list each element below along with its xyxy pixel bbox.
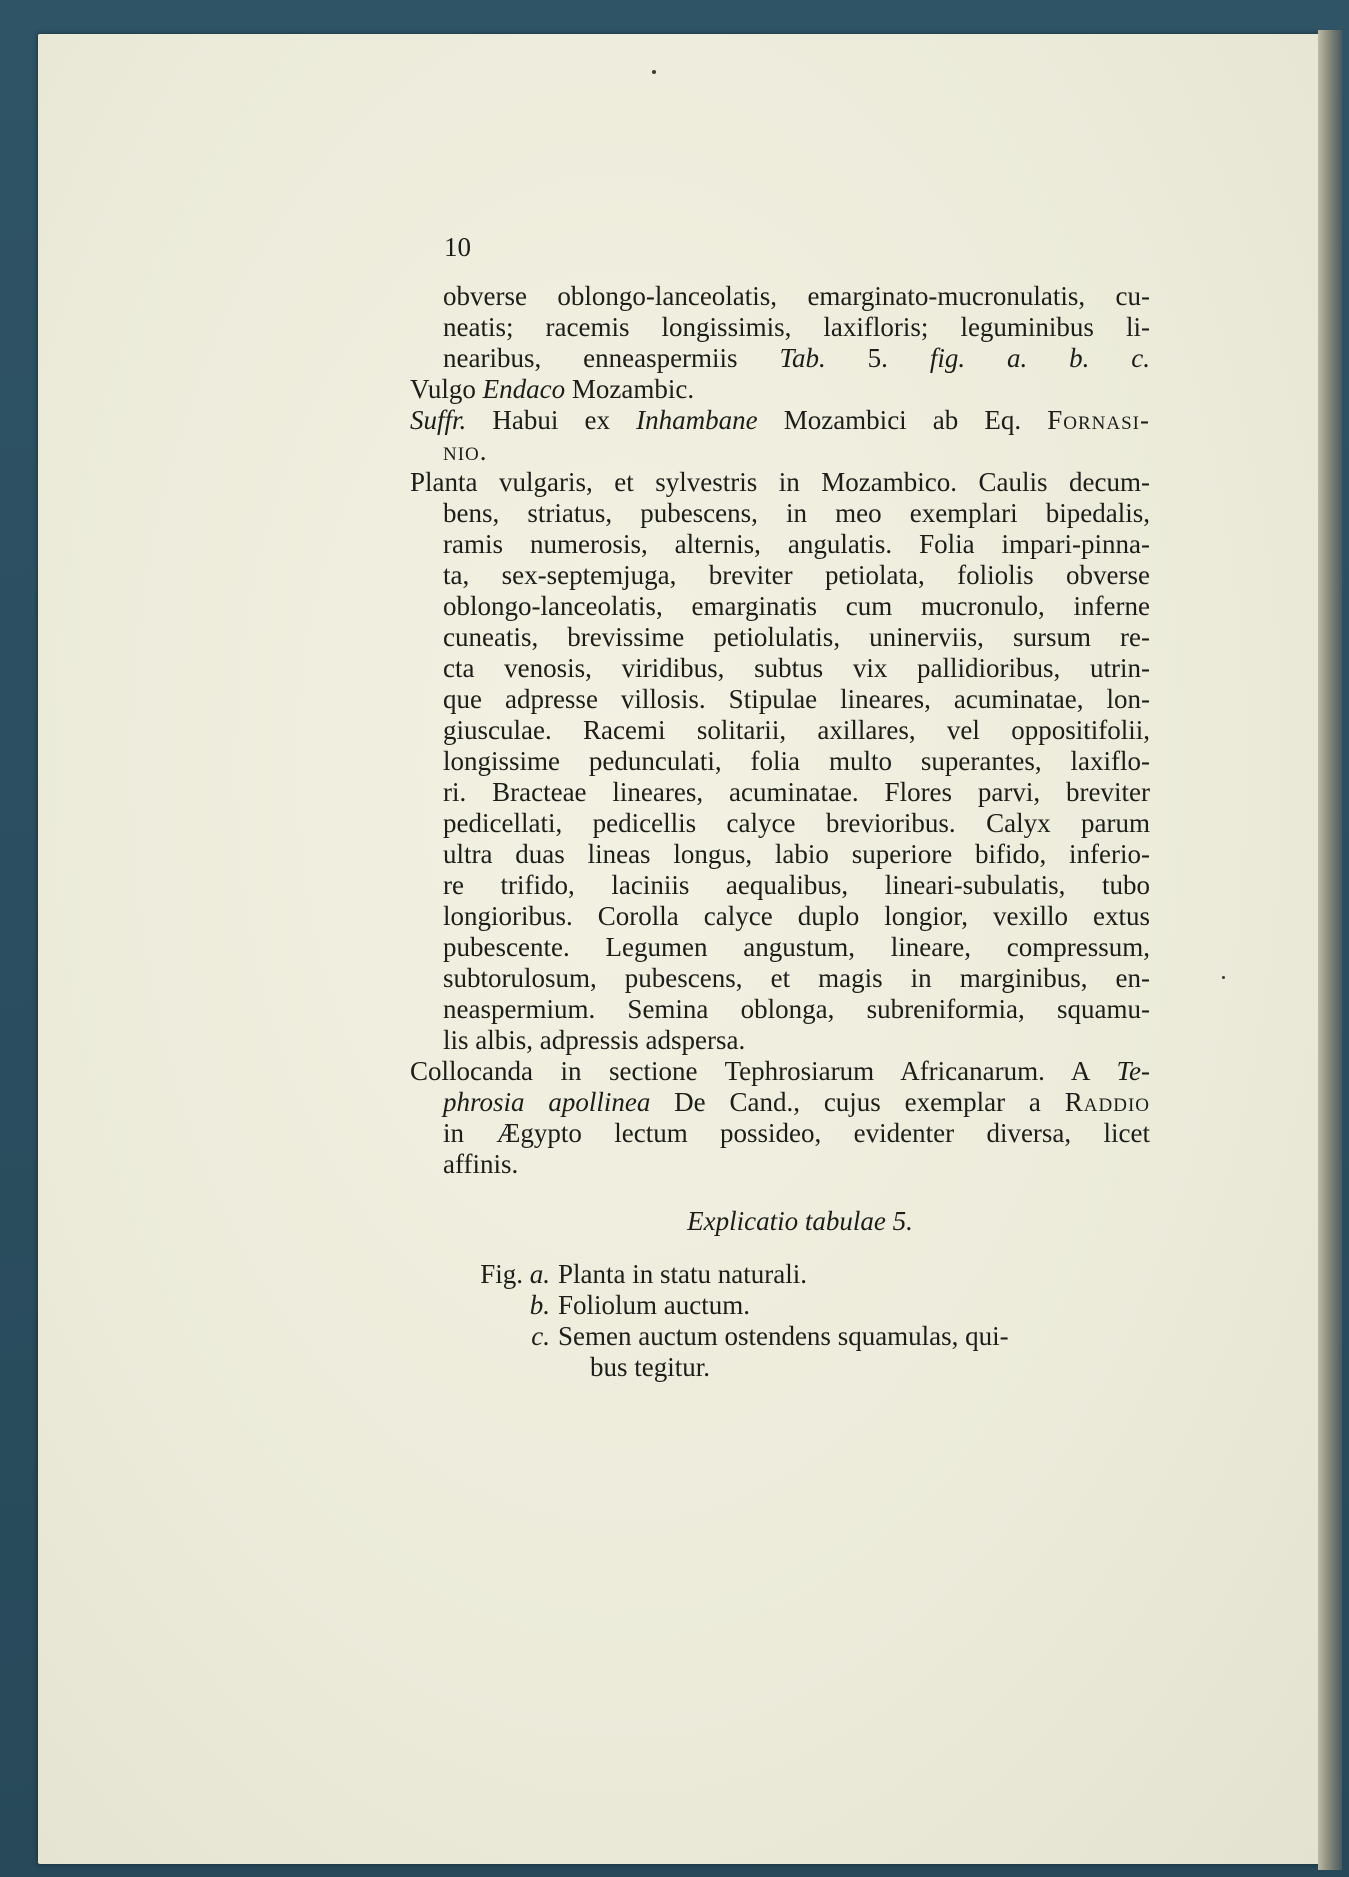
page-number: 10 [444, 232, 471, 262]
smallcaps-span: Fornasi- [1047, 405, 1150, 435]
text-line [410, 777, 1150, 808]
legend-label [410, 1352, 558, 1383]
legend-label: Fig. a. [480, 1259, 550, 1289]
italic-span: Inhambane [636, 405, 758, 435]
text-line [410, 343, 1150, 374]
text-line [410, 591, 1150, 622]
text-line [410, 312, 1150, 343]
text-span: neatis; racemis longissimis, laxifloris; leguminibus li- [443, 312, 1150, 342]
legend-text: Foliolum auctum. [558, 1290, 750, 1320]
legend-text: Planta in statu naturali. [558, 1259, 807, 1289]
text-span: ri. Bracteae lineares, acuminatae. Flores parvi, breviter [443, 777, 1150, 807]
text-span: re trifido, laciniis aequalibus, lineari-subulatis, tubo [443, 870, 1150, 900]
text-line [410, 684, 1150, 715]
text-span: longissime pedunculati, folia multo superantes, laxiflo- [443, 746, 1150, 776]
italic-span: Te- [1116, 1056, 1150, 1086]
text-line [410, 901, 1150, 932]
text-line [410, 870, 1150, 901]
text-line [410, 467, 1150, 498]
text-span: in Ægypto lectum possideo, evidenter diversa, licet [443, 1118, 1150, 1148]
text-line [410, 405, 1150, 436]
text-block [410, 281, 1150, 1383]
text-span: nearibus, enneaspermiis [443, 343, 780, 373]
text-line [410, 1056, 1150, 1087]
italic-span: phrosia apollinea [443, 1087, 651, 1117]
text-span: cuneatis, brevissime petiolulatis, uninerviis, sursum re- [443, 622, 1150, 652]
text-line [410, 498, 1150, 529]
legend-item [410, 1290, 1150, 1321]
text-line [410, 653, 1150, 684]
figure-legend [410, 1259, 1150, 1383]
text-line [410, 560, 1150, 591]
text-span: affinis. [443, 1149, 519, 1179]
text-line [410, 622, 1150, 653]
text-span: ultra duas lineas longus, labio superiore bifido, inferio- [443, 839, 1150, 869]
text-span: pubescente. Legumen angustum, lineare, compressum, [443, 932, 1150, 962]
text-span: obverse oblongo-lanceolatis, emarginato-mucronulatis, cu- [443, 281, 1150, 311]
text-line [410, 1087, 1150, 1118]
text-line [410, 529, 1150, 560]
text-span: pedicellati, pedicellis calyce brevioribus. Calyx parum [443, 808, 1150, 838]
book-gutter [1318, 30, 1342, 1870]
text-span: bens, striatus, pubescens, in meo exemplari bipedalis, [443, 498, 1150, 528]
text-line [410, 436, 1150, 467]
text-line [410, 1025, 1150, 1056]
text-span: que adpresse villosis. Stipulae lineares, acuminatae, lon- [443, 684, 1150, 714]
text-span: Mozambici ab Eq. [757, 405, 1048, 435]
text-line [410, 281, 1150, 312]
legend-item [410, 1321, 1150, 1352]
smallcaps-span: nio [443, 436, 480, 466]
explicatio-heading: Explicatio tabulae 5. [687, 1206, 913, 1236]
smallcaps-span: Raddio [1064, 1087, 1150, 1117]
legend-text: bus tegitur. [590, 1352, 710, 1382]
text-span: . [479, 436, 487, 466]
text-span: giusculae. Racemi solitarii, axillares, vel oppositifolii, [443, 715, 1150, 745]
text-span: ramis numerosis, alternis, angulatis. Folia impari-pinna- [443, 529, 1150, 559]
text-span: neaspermium. Semina oblonga, subreniformia, squamu- [443, 994, 1150, 1024]
body-text [410, 281, 1150, 1180]
italic-span: Suffr. [410, 405, 467, 435]
text-span: oblongo-lanceolatis, emarginatis cum mucronulo, inferne [443, 591, 1150, 621]
text-span: longioribus. Corolla calyce duplo longior, vexillo extus [443, 901, 1150, 931]
text-line [410, 1149, 1150, 1180]
italic-span: fig. a. b. c. [929, 343, 1150, 373]
italic-span: Tab. [779, 343, 826, 373]
ink-speck [652, 70, 656, 74]
text-line [410, 963, 1150, 994]
legend-label: b. [529, 1290, 550, 1320]
text-span: Collocanda in sectione Tephrosiarum Africanarum. A [410, 1056, 1117, 1086]
legend-item [410, 1259, 1150, 1290]
text-line [410, 715, 1150, 746]
legend-item [410, 1352, 1150, 1383]
text-line [410, 374, 1150, 405]
text-line [410, 808, 1150, 839]
text-span: 5. [825, 343, 930, 373]
legend-label: c. [531, 1321, 550, 1351]
text-span: Habui ex [466, 405, 637, 435]
text-span: cta venosis, viridibus, subtus vix pallidioribus, utrin- [443, 653, 1150, 683]
text-line [410, 994, 1150, 1025]
text-line [410, 932, 1150, 963]
text-span: De Cand., cujus exemplar a [650, 1087, 1065, 1117]
text-line [410, 839, 1150, 870]
text-line [410, 1118, 1150, 1149]
text-span: Planta vulgaris, et sylvestris in Mozambico. Caulis decum- [410, 467, 1150, 497]
ink-speck [1222, 976, 1225, 979]
text-span: lis albis, adpressis adspersa. [443, 1025, 746, 1055]
legend-text: Semen auctum ostendens squamulas, qui- [558, 1321, 1009, 1351]
text-span: ta, sex-septemjuga, breviter petiolata, foliolis obverse [443, 560, 1150, 590]
text-span: Vulgo [410, 374, 483, 404]
text-span: Mozambic. [565, 374, 695, 404]
text-line [410, 746, 1150, 777]
italic-span: Endaco [482, 374, 566, 404]
text-span: subtorulosum, pubescens, et magis in marginibus, en- [443, 963, 1150, 993]
